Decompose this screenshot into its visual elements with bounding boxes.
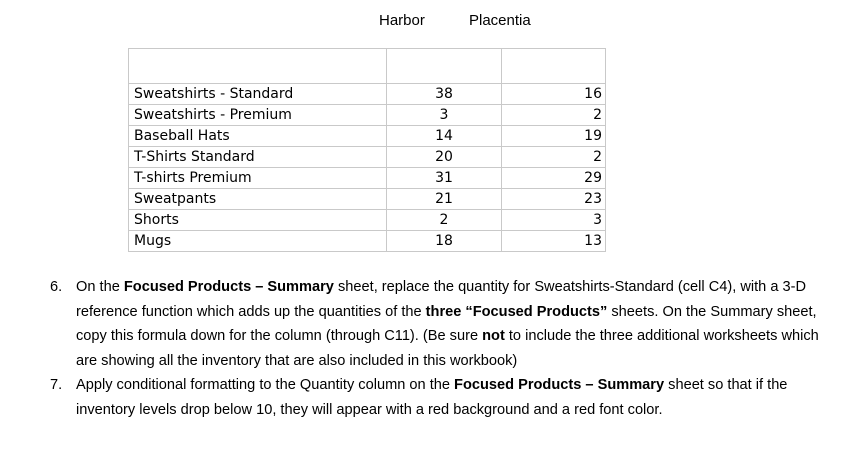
placentia-quantity-cell: 19 — [502, 126, 606, 147]
harbor-quantity-cell: 18 — [387, 231, 502, 252]
product-name-cell: T-shirts Premium — [129, 168, 387, 189]
step-text: to include the three additional worksheets which are showing all the inventory that are also included in this workbook) — [76, 328, 819, 369]
harbor-quantity-cell: 38 — [387, 84, 502, 105]
placentia-quantity-cell: 2 — [502, 105, 606, 126]
table-row — [129, 147, 606, 168]
placentia-quantity-cell: 13 — [502, 231, 606, 252]
product-name-cell: Shorts — [129, 210, 387, 231]
product-name-cell: T-Shirts Standard — [129, 147, 387, 168]
placentia-quantity-cell: 16 — [502, 84, 606, 105]
step-number: 7. — [50, 377, 63, 394]
placentia-quantity-cell: 2 — [502, 147, 606, 168]
harbor-quantity-cell: 21 — [387, 189, 502, 210]
blank-header-row — [129, 49, 606, 84]
step-text: Apply conditional formatting to the Quantity column on the — [76, 377, 455, 394]
step-bold-text: Focused Products – Summary — [123, 279, 334, 295]
step-bold-text: Focused Products – Summary — [454, 377, 665, 394]
instruction-step-6 — [44, 275, 834, 373]
harbor-quantity-cell: 20 — [387, 147, 502, 168]
product-name-cell: Sweatpants — [129, 189, 387, 210]
step-text: sheet so that if the inventory levels drop below 10, they will appear with a red background and a red font color. — [76, 377, 788, 418]
harbor-quantity-cell: 14 — [387, 126, 502, 147]
blank-cell — [129, 49, 387, 84]
product-name-cell: Sweatshirts - Premium — [129, 105, 387, 126]
column-header-harbor: Harbor — [379, 12, 425, 29]
blank-cell — [502, 49, 606, 84]
step-text: On the — [76, 279, 124, 295]
step-text: sheet, replace the quantity for Sweatshirts-Standard (cell C4), with a 3-D reference function which adds up the quantities of the — [76, 279, 807, 320]
step-number: 6. — [50, 279, 63, 295]
harbor-quantity-cell: 3 — [387, 105, 502, 126]
placentia-quantity-cell: 29 — [502, 168, 606, 189]
table-row — [129, 189, 606, 210]
table-row — [129, 105, 606, 126]
table-row — [129, 231, 606, 252]
instruction-step-7 — [44, 373, 834, 422]
instruction-list — [44, 275, 834, 423]
blank-cell — [387, 49, 502, 84]
harbor-quantity-cell: 31 — [387, 168, 502, 189]
placentia-quantity-cell: 3 — [502, 210, 606, 231]
table-row — [129, 210, 606, 231]
step-bold-text: three “Focused Products” — [425, 303, 608, 320]
step-text: sheets. On the Summary sheet, copy this formula down for the column (through C11). (Be sure — [76, 303, 817, 345]
step-bold-text: not — [482, 328, 505, 345]
product-name-cell: Mugs — [129, 231, 387, 252]
inventory-table — [128, 48, 606, 252]
placentia-quantity-cell: 23 — [502, 189, 606, 210]
column-header-placentia: Placentia — [469, 12, 531, 29]
table-row — [129, 168, 606, 189]
table-row — [129, 126, 606, 147]
table-row — [129, 84, 606, 105]
product-name-cell: Baseball Hats — [129, 126, 387, 147]
product-name-cell: Sweatshirts - Standard — [129, 84, 387, 105]
harbor-quantity-cell: 2 — [387, 210, 502, 231]
